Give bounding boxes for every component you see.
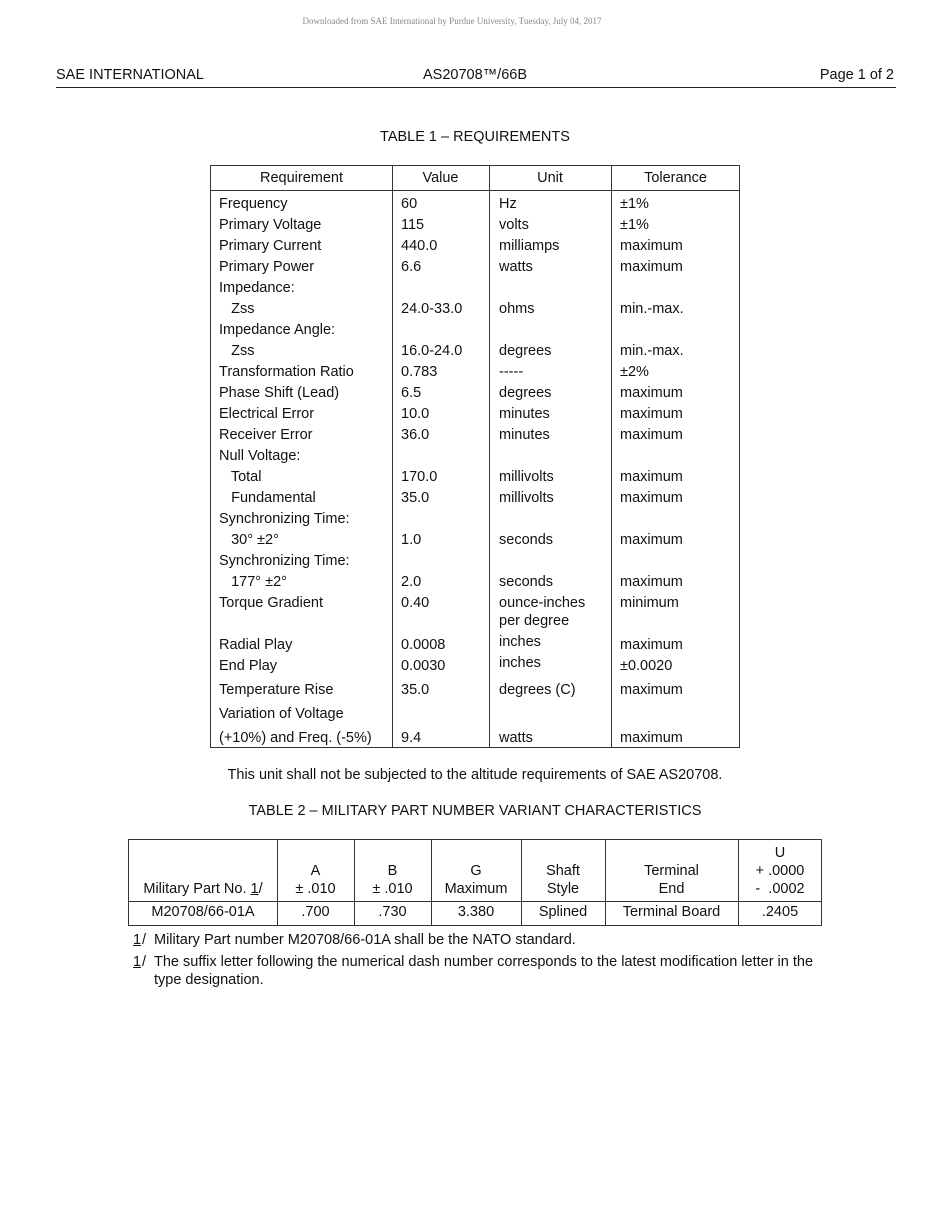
- table2-header-line: + .0000: [755, 863, 805, 879]
- table1-cell-requirement: Phase Shift (Lead): [219, 385, 340, 401]
- table1-cell-requirement: 177° ±2°: [219, 574, 287, 590]
- table1-cell-tolerance: maximum: [620, 730, 683, 746]
- table1-cell-requirement: Impedance:: [219, 280, 295, 296]
- table1-column-divider: [392, 166, 393, 747]
- table2-header-dim-b: [354, 844, 431, 898]
- table1-cell-unit: -----: [499, 364, 524, 380]
- table2-header-dim-a: [277, 844, 354, 898]
- table1-cell-requirement: 30° ±2°: [219, 532, 279, 548]
- table1-cell-value: 115: [401, 217, 425, 233]
- table2-cell-dim-u: .2405: [761, 904, 799, 920]
- table1-cell-unit: minutes: [499, 406, 550, 422]
- table1-cell-value: 6.6: [401, 259, 422, 275]
- table1-cell-tolerance: minimum: [620, 595, 679, 611]
- table2-header-line: G: [470, 863, 482, 879]
- table1-cell-requirement: Impedance Angle:: [219, 322, 336, 338]
- header-organization: SAE INTERNATIONAL: [56, 67, 204, 83]
- table1-cell-requirement: Primary Power: [219, 259, 315, 275]
- table1-cell-unit: inches: [499, 655, 541, 671]
- table2-cell-terminal-end: Terminal Board: [622, 904, 721, 920]
- table1-cell-tolerance: min.-max.: [620, 301, 684, 317]
- table2-header-line: Style: [546, 881, 580, 897]
- table1-cell-requirement: (+10%) and Freq. (-5%): [219, 730, 372, 746]
- table2-caption: TABLE 2 – MILITARY PART NUMBER VARIANT CHARACTERISTICS: [248, 803, 702, 819]
- table2-header-line: U: [774, 845, 786, 861]
- table1-cell-unit: seconds: [499, 574, 554, 590]
- table1-cell-unit: ohms: [499, 301, 535, 317]
- table2-header-line: [605, 844, 738, 862]
- table1-cell-value: 36.0: [401, 427, 430, 443]
- table1-cell-tolerance: ±1%: [620, 196, 649, 212]
- table2-cell-dim-g: 3.380: [457, 904, 495, 920]
- table1-cell-tolerance: min.-max.: [620, 343, 684, 359]
- table1-cell-tolerance: maximum: [620, 682, 683, 698]
- table1-cell-unit: seconds: [499, 532, 554, 548]
- table1-cell-requirement: Temperature Rise: [219, 682, 334, 698]
- table1-header-rule: [211, 190, 739, 191]
- table1-cell-value: 10.0: [401, 406, 430, 422]
- header-document-number: AS20708™/66B: [423, 67, 527, 83]
- table1-cell-tolerance: ±0.0020: [620, 658, 673, 674]
- table1-cell-value: 1.0: [401, 532, 422, 548]
- table1-cell-unit: millivolts: [499, 490, 554, 506]
- table1-column-divider: [489, 166, 490, 747]
- table2-header-line: Shaft: [546, 863, 580, 879]
- table1-cell-tolerance: ±1%: [620, 217, 649, 233]
- altitude-note: This unit shall not be subjected to the altitude requirements of SAE AS20708.: [227, 767, 723, 783]
- table1-cell-requirement: Fundamental: [219, 490, 316, 506]
- table2-header-line: [354, 844, 431, 862]
- table1-cell-value: 0.40: [401, 595, 430, 611]
- download-note: Downloaded from SAE International by Purdue University, Tuesday, July 04, 2017: [302, 16, 602, 26]
- table2-cell-dim-b: .730: [378, 904, 407, 920]
- table1-cell-unit: milliamps: [499, 238, 560, 254]
- table1-cell-value: 60: [401, 196, 418, 212]
- table1-cell-unit: minutes: [499, 427, 550, 443]
- table2-header-line: ± .010: [295, 881, 336, 897]
- table1-cell-value: 0.783: [401, 364, 438, 380]
- table1-header-value: Value: [422, 170, 459, 186]
- table2-header-line: Terminal: [644, 863, 699, 879]
- table2-cell-military-part-no: M20708/66-01A: [151, 904, 255, 920]
- table2-header-line: Military Part No. 1/: [143, 881, 263, 897]
- table1-cell-requirement: Primary Current: [219, 238, 322, 254]
- table1-cell-requirement: Null Voltage:: [219, 448, 301, 464]
- table1-cell-requirement: Synchronizing Time:: [219, 511, 350, 527]
- table1-cell-requirement: Radial Play: [219, 637, 293, 653]
- table1-cell-requirement: Zss: [219, 301, 255, 317]
- table1-cell-unit: volts: [499, 217, 529, 233]
- table1-cell-value: 35.0: [401, 682, 430, 698]
- table1-cell-requirement: Zss: [219, 343, 255, 359]
- footnote-mark: 1: [133, 932, 142, 948]
- table1-cell-unit: watts: [499, 259, 533, 275]
- table1-cell-value: 440.0: [401, 238, 438, 254]
- table1-cell-unit: degrees: [499, 385, 552, 401]
- table2-header-line: B: [387, 863, 398, 879]
- table1-cell-unit: Hz: [499, 196, 517, 212]
- table1-cell-unit: inches: [499, 634, 541, 650]
- table1-cell-tolerance: maximum: [620, 259, 683, 275]
- table2-header-military-part-no: [129, 844, 277, 898]
- table1-cell-requirement: Primary Voltage: [219, 217, 322, 233]
- table1-cell-value: 0.0008: [401, 637, 446, 653]
- table1-cell-requirement: Total: [219, 469, 262, 485]
- table1-cell-requirement: Electrical Error: [219, 406, 315, 422]
- table2-header-line: End: [658, 881, 685, 897]
- table1-cell-value: 6.5: [401, 385, 422, 401]
- table1-cell-unit: watts: [499, 730, 533, 746]
- table1-cell-value: 24.0-33.0: [401, 301, 463, 317]
- table1-cell-requirement: End Play: [219, 658, 278, 674]
- table2-header-rule: [129, 901, 821, 902]
- table1-header-tolerance: Tolerance: [644, 170, 707, 186]
- table2-header-line: ± .010: [372, 881, 413, 897]
- table1-caption: TABLE 1 – REQUIREMENTS: [380, 129, 570, 145]
- footnote-text: Military Part number M20708/66-01A shall be the NATO standard.: [154, 932, 576, 948]
- table1-cell-unit: ounce-inches: [499, 595, 586, 611]
- table1-column-divider: [611, 166, 612, 747]
- table2-header-terminal-end: [605, 844, 738, 898]
- table1-cell-tolerance: maximum: [620, 637, 683, 653]
- table1-cell-requirement: Synchronizing Time:: [219, 553, 350, 569]
- table1-cell-tolerance: maximum: [620, 385, 683, 401]
- footnote-text: The suffix letter following the numerical dash number corresponds to the latest modification letter in the type designation.: [154, 954, 814, 988]
- table2-cell-dim-a: .700: [301, 904, 330, 920]
- requirements-table: [210, 165, 740, 748]
- footnote-ref: 1: [250, 881, 259, 897]
- table2-header-line: [129, 862, 277, 880]
- table2-header-line: Maximum: [444, 881, 508, 897]
- table1-cell-tolerance: ±2%: [620, 364, 649, 380]
- table1-header-requirement: Requirement: [259, 170, 343, 186]
- table1-cell-value: 35.0: [401, 490, 430, 506]
- table2-header-line: A: [310, 863, 321, 879]
- table1-cell-tolerance: maximum: [620, 532, 683, 548]
- table1-cell-requirement: Transformation Ratio: [219, 364, 354, 380]
- table2-header-line: [277, 844, 354, 862]
- part-number-table: [128, 839, 822, 926]
- table1-cell-requirement: Receiver Error: [219, 427, 313, 443]
- table1-cell-value: 2.0: [401, 574, 422, 590]
- header-rule: [56, 87, 896, 88]
- table1-cell-requirement: Variation of Voltage: [219, 706, 344, 722]
- table1-cell-tolerance: maximum: [620, 490, 683, 506]
- table1-cell-requirement: Torque Gradient: [219, 595, 323, 611]
- table1-cell-tolerance: maximum: [620, 427, 683, 443]
- header-page-number: Page 1 of 2: [819, 67, 894, 83]
- table1-cell-unit: degrees (C): [499, 682, 576, 698]
- table1-header-unit: Unit: [537, 170, 563, 186]
- table2-header-line: [129, 844, 277, 862]
- table2-header-dim-g: [431, 844, 521, 898]
- table1-cell-unit: degrees: [499, 343, 552, 359]
- table1-cell-tolerance: maximum: [620, 574, 683, 590]
- footnote-mark: 1: [133, 954, 142, 970]
- table2-header-line: - .0002: [755, 881, 805, 897]
- table2-cell-shaft-style: Splined: [538, 904, 588, 920]
- table1-cell-tolerance: maximum: [620, 469, 683, 485]
- table1-cell-value: 16.0-24.0: [401, 343, 463, 359]
- table2-header-line: [431, 844, 521, 862]
- table1-cell-tolerance: maximum: [620, 238, 683, 254]
- table1-cell-value: 0.0030: [401, 658, 446, 674]
- table1-cell-unit: millivolts: [499, 469, 554, 485]
- table1-cell-requirement: Frequency: [219, 196, 288, 212]
- table2-header-shaft-style: [521, 844, 605, 898]
- table1-cell-unit: per degree: [499, 613, 570, 629]
- table2-header-dim-u: [738, 844, 822, 898]
- table1-cell-tolerance: maximum: [620, 406, 683, 422]
- table1-cell-value: 170.0: [401, 469, 438, 485]
- table2-header-line: [521, 844, 605, 862]
- table1-cell-value: 9.4: [401, 730, 422, 746]
